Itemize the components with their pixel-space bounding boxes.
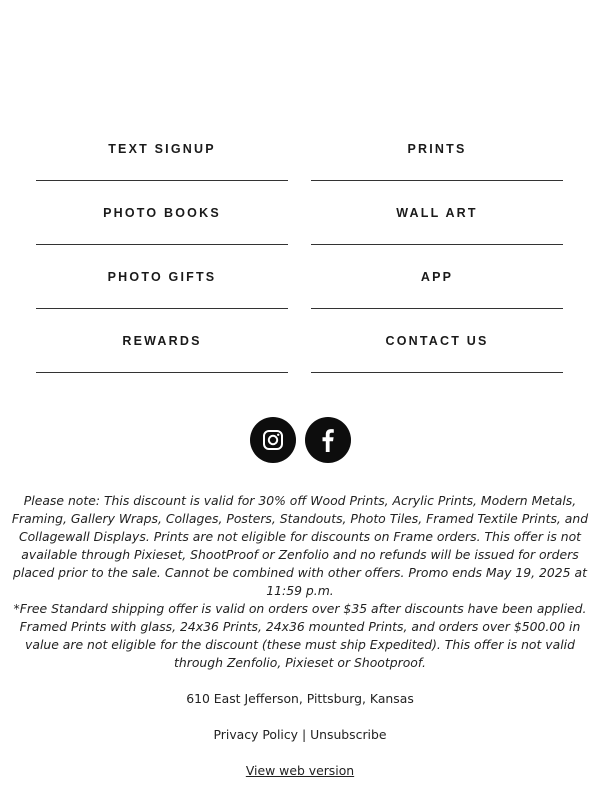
nav-row <box>0 246 600 310</box>
social-links <box>0 417 600 463</box>
link-separator: | <box>301 727 307 742</box>
address: 610 East Jefferson, Pittsburg, Kansas <box>186 691 414 706</box>
rewards-link[interactable] <box>36 310 288 373</box>
nav-row <box>0 182 600 246</box>
wall-art-link[interactable] <box>311 182 563 245</box>
disclaimer <box>8 492 592 672</box>
photo-books-link[interactable] <box>36 182 288 245</box>
nav-link-label: WALL ART <box>396 206 478 220</box>
nav-link-label: TEXT SIGNUP <box>108 142 216 156</box>
facebook-button[interactable] <box>305 417 351 463</box>
text-signup-link[interactable] <box>36 118 288 181</box>
prints-link[interactable] <box>311 118 563 181</box>
unsubscribe-link[interactable]: Unsubscribe <box>310 727 387 742</box>
privacy-policy-link[interactable]: Privacy Policy <box>213 727 298 742</box>
web-version-row <box>0 762 600 780</box>
view-web-version-link[interactable]: View web version <box>245 763 355 778</box>
app-link[interactable] <box>311 246 563 309</box>
shipping-disclaimer-paragraph: *Free Standard shipping offer is valid on orders over $35 after discounts have been applied. Framed Prints with glass, 24x36 Prints, 24x36 mounted Prints, and orders over $500.00 in value are not eligible for the discount (these must ship Expedited). This offer is not valid through Zenfolio, Pixieset or Shootproof. <box>13 601 587 670</box>
nav-link-label: REWARDS <box>122 334 202 348</box>
disclaimer-paragraph: Please note: This discount is valid for 30% off Wood Prints, Acrylic Prints, Modern Metals, Framing, Gallery Wraps, Collages, Posters, Standouts, Photo Tiles, Framed Textile Prints, and Collagewall Displays. Prints are not eligible for discounts on Frame orders. This offer is not available through Pixieset, ShootProof or Zenfolio and no refunds will be issued for orders placed prior to the sale. Cannot be combined with other offers. Promo ends May 19, 2025 at 11:59 p.m. <box>11 493 589 598</box>
nav-row <box>0 118 600 182</box>
facebook-icon <box>316 427 340 453</box>
instagram-icon <box>261 428 285 452</box>
nav-link-label: PHOTO GIFTS <box>107 270 217 284</box>
instagram-button[interactable] <box>250 417 296 463</box>
nav-row <box>0 310 600 374</box>
nav-link-label: PHOTO BOOKS <box>103 206 221 220</box>
policy-links <box>0 726 600 744</box>
nav-grid <box>0 118 600 374</box>
nav-link-label: PRINTS <box>407 142 467 156</box>
nav-link-label: APP <box>420 270 454 284</box>
photo-gifts-link[interactable] <box>36 246 288 309</box>
contact-us-link[interactable] <box>311 310 563 373</box>
nav-link-label: CONTACT US <box>385 334 489 348</box>
